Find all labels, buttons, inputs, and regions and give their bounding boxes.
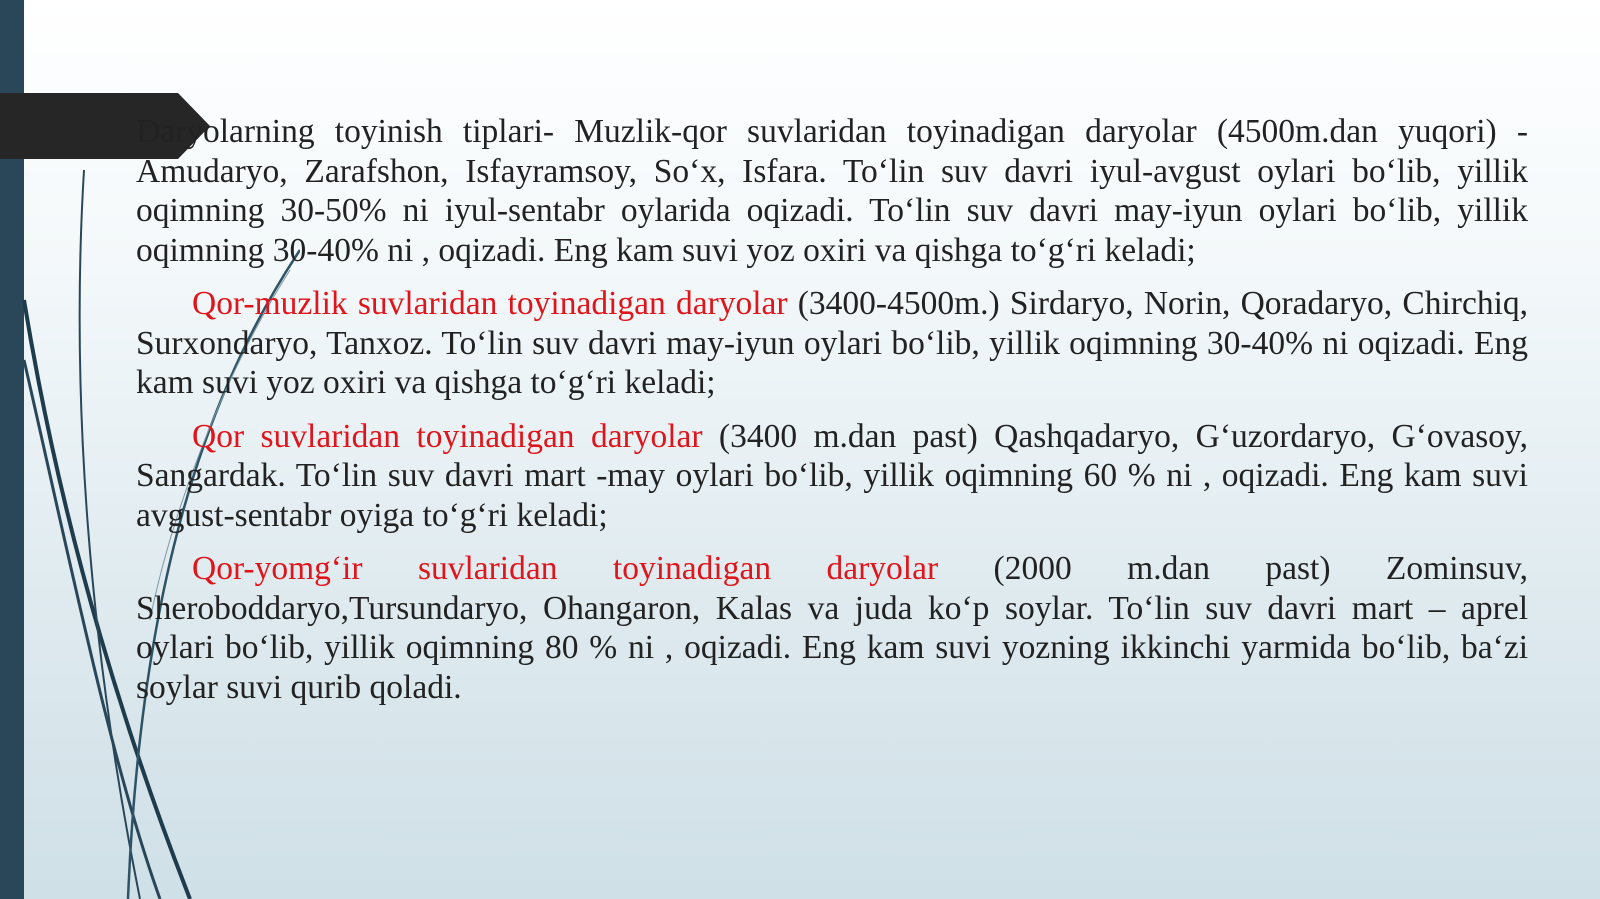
slide-body: [136, 112, 1528, 721]
paragraph-3-highlight: Qor suvlaridan toyinadigan daryolar: [192, 417, 703, 455]
paragraph-2-text: (3400-4500m.) Sirdaryo, Norin, Qoradaryo, Chirchiq, Surxondaryo, Tanxoz. To‘lin suv davri may-iyun oylari bo‘lib, yillik oqimning 30-40% ni oqizadi. Eng kam suvi yoz oxiri va qishga to‘g‘ri keladi;: [136, 285, 1528, 401]
paragraph-4-highlight: Qor-yomg‘ir suvlaridan toyinadigan daryolar: [192, 550, 939, 587]
paragraph-2-highlight: Qor-muzlik suvlaridan toyinadigan daryolar: [192, 285, 788, 322]
paragraph-1: [136, 112, 1528, 270]
paragraph-4: [136, 549, 1528, 707]
paragraph-3: [136, 417, 1528, 536]
paragraph-1-text: Daryolarning toyinish tiplari- Muzlik-qor suvlaridan toyinadigan daryolar (4500m.dan yuqori) -Amudaryo, Zarafshon, Isfayramsoy, So‘x, Isfara. To‘lin suv davri iyul-avgust oylari bo‘lib, yillik oqimning 30-50% ni iyul-sentabr oylarida oqizadi. To‘lin suv davri may-iyun oylari bo‘lib, yillik oqimning 30-40% ni , oqizadi. Eng kam suvi yoz oxiri va qishga to‘g‘ri keladi;: [136, 113, 1528, 269]
paragraph-3-text: (3400 m.dan past) Qashqadaryo, G‘uzordaryo, G‘ovasoy, Sangardak. To‘lin suv davri mart -may oylari bo‘lib, yillik oqimning 60 % ni , oqizadi. Eng kam suvi avgust-sentabr oyiga to‘g‘ri keladi;: [136, 417, 1528, 534]
paragraph-2: [136, 284, 1528, 403]
paragraph-4-text: (2000 m.dan past) Zominsuv, Sheroboddaryo,Tursundaryo, Ohangaron, Kalas va juda ko‘p soylar. To‘lin suv davri mart – aprel oylari bo‘lib, yillik oqimning 80 % ni , oqizadi. Eng kam suvi yozning ikkinchi yarmida bo‘lib, ba‘zi soylar suvi qurib qoladi.: [136, 550, 1528, 706]
